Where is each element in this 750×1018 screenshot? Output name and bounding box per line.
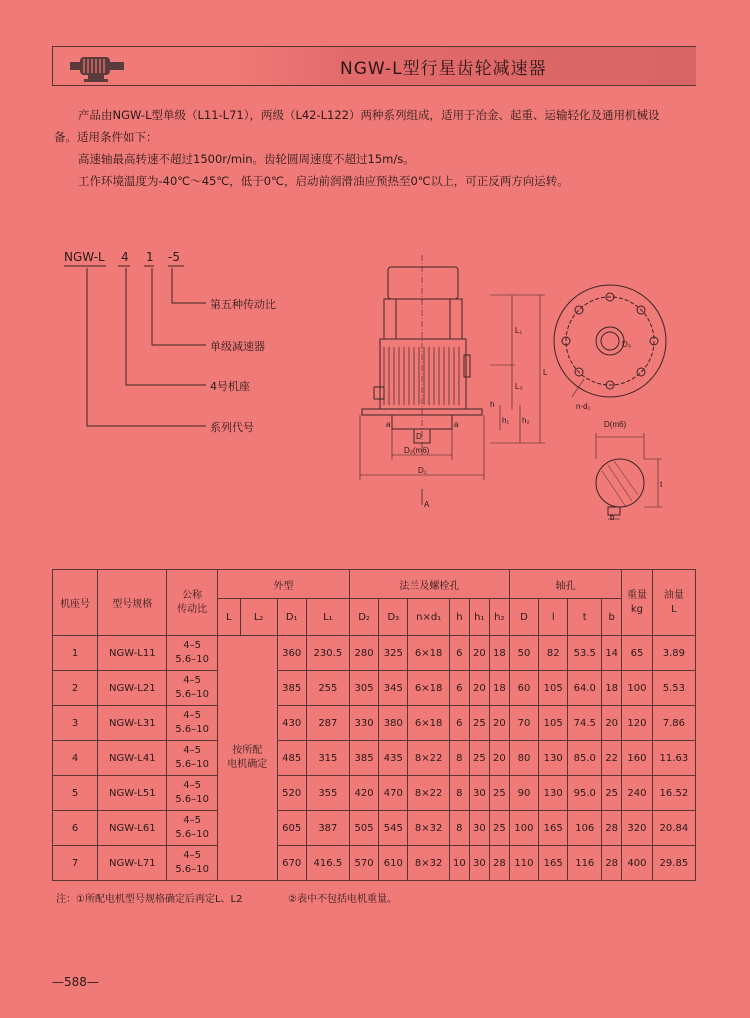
table-cell: 345 (379, 671, 408, 706)
table-cell: 95.0 (568, 776, 602, 811)
table-cell: 90 (509, 776, 538, 811)
table-cell: 385 (349, 741, 378, 776)
table-cell: 70 (509, 706, 538, 741)
table-cell: 570 (349, 846, 378, 881)
table-cell: 7 (53, 846, 98, 881)
table-cell: 8 (449, 741, 469, 776)
table-cell: 385 (277, 671, 306, 706)
th-sub: D₂ (349, 599, 378, 636)
table-cell: 355 (306, 776, 349, 811)
table-cell: NGW-L11 (98, 636, 167, 671)
th-weight: 重量 kg (622, 570, 653, 636)
table-cell: 165 (539, 846, 568, 881)
table-cell: 545 (379, 811, 408, 846)
table-cell: 10 (449, 846, 469, 881)
th-model: 型号规格 (98, 570, 167, 636)
table-row (53, 706, 696, 741)
table-cell: 28 (602, 846, 622, 881)
code-leader-lines (60, 262, 210, 432)
table-cell: 85.0 (568, 741, 602, 776)
table-cell: NGW-L71 (98, 846, 167, 881)
th-sub: h (449, 599, 469, 636)
table-cell: 160 (622, 741, 653, 776)
ratio-line-1: 4–5 (183, 640, 202, 651)
table-cell: 3.89 (652, 636, 695, 671)
table-cell: 110 (509, 846, 538, 881)
table-cell: 2 (53, 671, 98, 706)
table-cell: 105 (539, 671, 568, 706)
table-cell: 255 (306, 671, 349, 706)
table-cell (167, 846, 217, 881)
table-cell: 28 (602, 811, 622, 846)
table-cell: 16.52 (652, 776, 695, 811)
table-cell: 325 (379, 636, 408, 671)
table-cell: 6×18 (408, 671, 449, 706)
code-desc-stage: 单级减速器 (210, 340, 265, 353)
ratio-line-2: 5.6–10 (175, 864, 209, 875)
table-cell: 280 (349, 636, 378, 671)
table-cell: 520 (277, 776, 306, 811)
motor-line-2: 电机确定 (227, 759, 268, 770)
code-desc-series: 系列代号 (210, 421, 254, 434)
dim-label-a-right: a (454, 420, 459, 429)
note-1: 注：①所配电机型号规格确定后再定L、L2 (56, 894, 243, 905)
table-cell: 30 (469, 811, 489, 846)
table-cell: 7.86 (652, 706, 695, 741)
table-row (53, 776, 696, 811)
table-cell: 420 (349, 776, 378, 811)
table-cell: 8×32 (408, 811, 449, 846)
dim-label-D: D (416, 432, 422, 441)
table-cell: 20 (602, 706, 622, 741)
code-desc-size: 4号机座 (210, 380, 250, 393)
ratio-line-2: 5.6–10 (175, 724, 209, 735)
dim-label-D3: D₃ (622, 340, 632, 349)
note-2: ②表中不包括电机重量。 (288, 894, 397, 905)
code-size: 4 (121, 250, 129, 264)
table-cell: NGW-L31 (98, 706, 167, 741)
table-cell: 50 (509, 636, 538, 671)
table-cell: 116 (568, 846, 602, 881)
dim-label-t: t (660, 480, 663, 489)
motor-line-1: 按所配 (232, 745, 263, 756)
th-ratio: 公称 传动比 (167, 570, 217, 636)
dim-label-L1: L₁ (515, 326, 523, 335)
table-cell: 287 (306, 706, 349, 741)
table-row (53, 846, 696, 881)
table-cell: NGW-L41 (98, 741, 167, 776)
th-flange: 法兰及螺栓孔 (349, 570, 509, 599)
intro-line-1: 产品由NGW-L型单级（L11-L71），两级（L42-L122）两种系列组成，适用于冶金、起重、运输轻化及通用机械设 (78, 108, 660, 122)
table-cell: 100 (622, 671, 653, 706)
th-sub: l (539, 599, 568, 636)
table-cell: 610 (379, 846, 408, 881)
table-cell (167, 776, 217, 811)
table-cell: 25 (489, 776, 509, 811)
table-cell: 6×18 (408, 636, 449, 671)
table-cell: 20 (469, 636, 489, 671)
th-sub: L₂ (240, 599, 277, 636)
table-cell: 5 (53, 776, 98, 811)
table-cell: 65 (622, 636, 653, 671)
table-cell: 106 (568, 811, 602, 846)
dim-label-L3: L₃ (515, 382, 523, 391)
table-cell: 485 (277, 741, 306, 776)
dim-label-L: L (543, 368, 548, 377)
table-cell: 416.5 (306, 846, 349, 881)
table-cell: 74.5 (568, 706, 602, 741)
dim-label-nd1: n-d₁ (576, 402, 591, 411)
code-desc-ratio: 第五种传动比 (210, 298, 276, 311)
th-sub: L₁ (306, 599, 349, 636)
th-shape: 外型 (217, 570, 349, 599)
table-cell: 130 (539, 741, 568, 776)
table-cell: 4 (53, 741, 98, 776)
ratio-line-2: 5.6–10 (175, 794, 209, 805)
table-cell (167, 671, 217, 706)
table-cell: 82 (539, 636, 568, 671)
dim-label-h1: h₁ (502, 416, 510, 425)
table-cell: 64.0 (568, 671, 602, 706)
th-oil: 油量 L (652, 570, 695, 636)
table-cell (167, 706, 217, 741)
table-cell: 6 (449, 636, 469, 671)
dim-label-D2m6: D₂(m6) (404, 446, 430, 455)
th-sub: D (509, 599, 538, 636)
table-cell: 6 (53, 811, 98, 846)
table-row (53, 671, 696, 706)
ratio-line-1: 4–5 (183, 780, 202, 791)
ratio-line-2: 5.6–10 (175, 759, 209, 770)
motor-dependent-cell (217, 636, 277, 881)
ratio-line-1: 4–5 (183, 745, 202, 756)
table-cell: 120 (622, 706, 653, 741)
dim-label-h: h (490, 400, 495, 409)
table-cell: 8×32 (408, 846, 449, 881)
table-cell: 14 (602, 636, 622, 671)
table-cell: 60 (509, 671, 538, 706)
table-cell: 605 (277, 811, 306, 846)
table-cell: 30 (469, 846, 489, 881)
table-cell: 25 (469, 741, 489, 776)
table-cell: 80 (509, 741, 538, 776)
page-title: NGW-L型行星齿轮减速器 (340, 59, 547, 79)
table-cell: 320 (622, 811, 653, 846)
table-cell: 505 (349, 811, 378, 846)
gear-logo-icon (62, 47, 132, 85)
table-cell: 25 (602, 776, 622, 811)
table-cell: 670 (277, 846, 306, 881)
table-cell: 305 (349, 671, 378, 706)
table-cell: 360 (277, 636, 306, 671)
code-series: NGW-L (64, 250, 105, 264)
table-cell: 18 (489, 636, 509, 671)
ratio-line-1: 4–5 (183, 710, 202, 721)
reducer-technical-drawing (340, 255, 700, 525)
table-cell: 470 (379, 776, 408, 811)
th-shaft: 轴孔 (509, 570, 621, 599)
table-cell: 8 (449, 776, 469, 811)
table-cell: 435 (379, 741, 408, 776)
table-cell: NGW-L61 (98, 811, 167, 846)
table-cell: 53.5 (568, 636, 602, 671)
table-cell: 240 (622, 776, 653, 811)
code-ratio: -5 (168, 250, 180, 264)
table-cell: 8×22 (408, 776, 449, 811)
page-number: —588— (52, 975, 99, 989)
table-cell: 130 (539, 776, 568, 811)
ratio-line-1: 4–5 (183, 850, 202, 861)
th-sub: t (568, 599, 602, 636)
ratio-line-2: 5.6–10 (175, 829, 209, 840)
ratio-line-2: 5.6–10 (175, 654, 209, 665)
table-cell: NGW-L21 (98, 671, 167, 706)
table-cell: 20 (489, 706, 509, 741)
dim-label-Dm6: D(m6) (604, 420, 627, 429)
table-cell: 3 (53, 706, 98, 741)
table-cell: 20 (489, 741, 509, 776)
table-cell: NGW-L51 (98, 776, 167, 811)
dim-label-b: b (610, 513, 615, 522)
th-sub: D₁ (277, 599, 306, 636)
intro-line-4: 工作环境温度为-40℃～45℃，低于0℃，启动前润滑油应预热至0℃以上，可正反两方向运转。 (78, 174, 569, 188)
table-cell: 330 (349, 706, 378, 741)
table-cell: 6×18 (408, 706, 449, 741)
th-seat: 机座号 (53, 570, 98, 636)
th-sub: h₁ (469, 599, 489, 636)
dim-label-h2: h₂ (522, 416, 530, 425)
table-cell: 400 (622, 846, 653, 881)
table-cell: 28 (489, 846, 509, 881)
spec-table (52, 569, 696, 881)
table-cell: 30 (469, 776, 489, 811)
table-row (53, 811, 696, 846)
table-cell: 18 (602, 671, 622, 706)
code-stage: 1 (146, 250, 154, 264)
table-cell: 165 (539, 811, 568, 846)
table-cell: 22 (602, 741, 622, 776)
table-row (53, 636, 696, 671)
table-cell: 5.53 (652, 671, 695, 706)
table-cell (167, 811, 217, 846)
table-cell: 20.84 (652, 811, 695, 846)
th-sub: h₂ (489, 599, 509, 636)
th-sub: D₃ (379, 599, 408, 636)
th-sub: L (217, 599, 240, 636)
table-cell: 18 (489, 671, 509, 706)
table-cell (167, 741, 217, 776)
dim-label-D1: D₁ (418, 466, 427, 475)
table-cell: 105 (539, 706, 568, 741)
table-cell: 6 (449, 706, 469, 741)
th-sub: b (602, 599, 622, 636)
dim-label-A: A (424, 500, 430, 509)
table-cell: 100 (509, 811, 538, 846)
table-cell: 380 (379, 706, 408, 741)
ratio-line-2: 5.6–10 (175, 689, 209, 700)
table-cell: 11.63 (652, 741, 695, 776)
table-cell: 430 (277, 706, 306, 741)
table-cell: 6 (449, 671, 469, 706)
table-cell (167, 636, 217, 671)
table-cell: 25 (489, 811, 509, 846)
table-cell: 25 (469, 706, 489, 741)
th-sub: n×d₁ (408, 599, 449, 636)
table-cell: 387 (306, 811, 349, 846)
table-cell: 29.85 (652, 846, 695, 881)
table-row (53, 741, 696, 776)
dim-label-a-left: a (386, 420, 391, 429)
table-cell: 315 (306, 741, 349, 776)
table-cell: 230.5 (306, 636, 349, 671)
intro-line-3: 高速轴最高转速不超过1500r/min。齿轮圆周速度不超过15m/s。 (78, 152, 415, 166)
intro-text (54, 104, 714, 192)
table-cell: 8 (449, 811, 469, 846)
table-cell: 20 (469, 671, 489, 706)
ratio-line-1: 4–5 (183, 675, 202, 686)
intro-line-2: 备。适用条件如下： (54, 130, 158, 144)
ratio-line-1: 4–5 (183, 815, 202, 826)
table-cell: 8×22 (408, 741, 449, 776)
table-cell: 1 (53, 636, 98, 671)
